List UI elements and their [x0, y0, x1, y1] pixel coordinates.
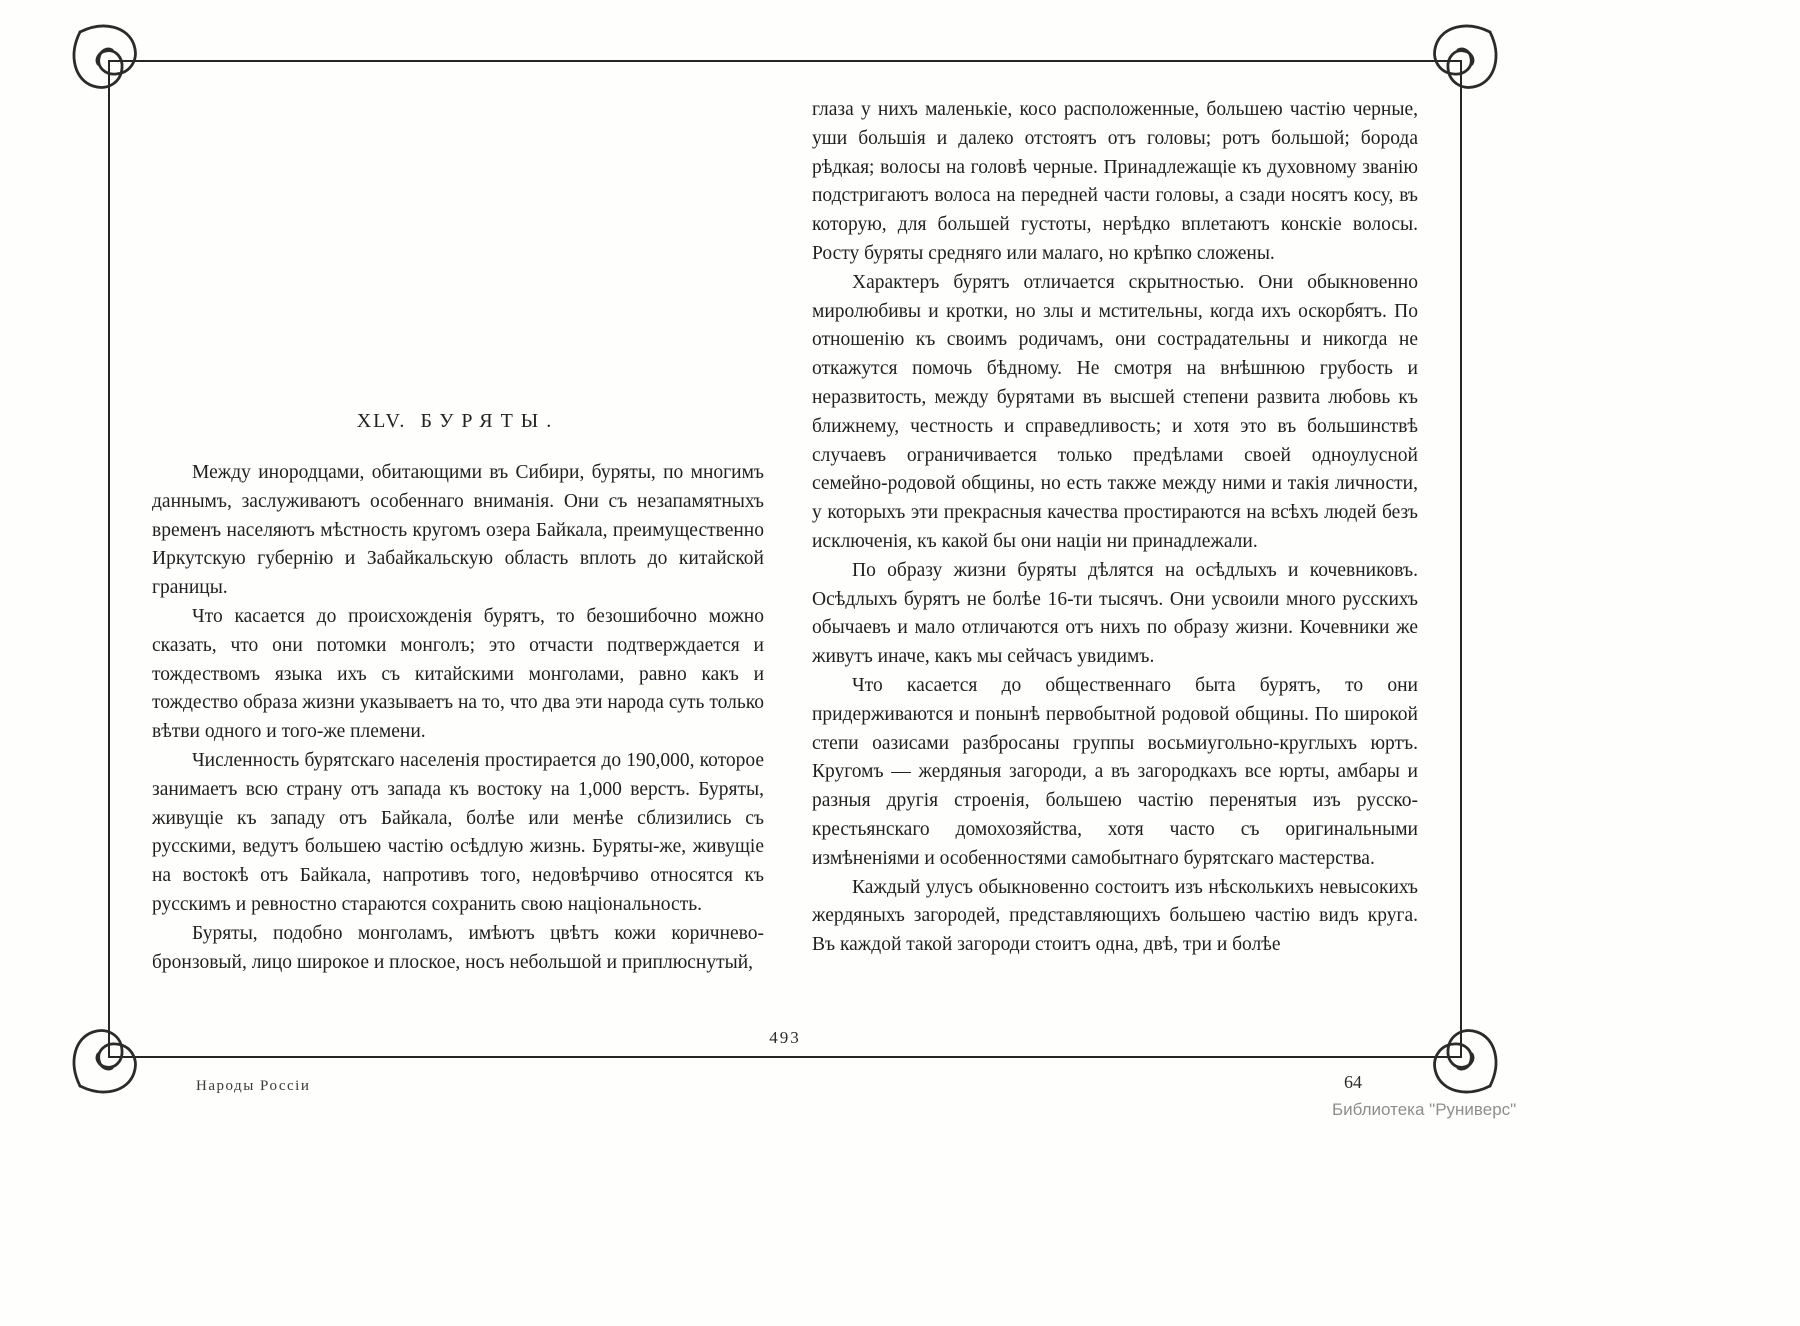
paragraph: Численность бурятскаго населенія простирается до 190,000, которое занимаетъ всю страну отъ запада къ востоку на 1,000 верстъ. Буряты, живущіе къ западу отъ Байкала, болѣе или менѣе сблизились съ русскими, ведутъ большею частію осѣдлую жизнь. Буряты-же, живущіе на востокѣ отъ Байкала, напротивъ того, недовѣрчиво относятся къ русскимъ и ревностно стараются сохранить свою національность.: [152, 749, 764, 915]
left-column: [152, 410, 764, 977]
paragraph: Буряты, подобно монголамъ, имѣютъ цвѣтъ кожи коричнево-бронзовый, лицо широкое и плоское, носъ небольшой и приплюснутый,: [152, 922, 764, 973]
paragraph: Между инородцами, обитающими въ Сибири, буряты, по многимъ даннымъ, заслуживаютъ особеннаго вниманія. Они съ незапамятныхъ временъ населяютъ мѣстность кругомъ озера Байкала, преимущественно Иркутскую губернію и Забайкальскую область вплоть до китайской границы.: [152, 462, 764, 599]
signature-number: 64: [1344, 1072, 1362, 1092]
page-number: 493: [769, 1028, 801, 1047]
chapter-number: XLV.: [356, 410, 407, 432]
paragraph: Что касается до общественнаго быта бурятъ, то они придерживаются и понынѣ первобытной родовой общины. По широкой степи оазисами разбросаны группы восьмиугольно-круглыхъ юртъ. Кругомъ — жердяныя загороди, а въ загородкахъ все юрты, амбары и разныя другія строенія, большею частію перенятыя изъ русско-крестьянскаго домохозяйства, хотя часто съ оригинальными измѣненіями и особенностями самобытнаго бурятскаго мастерства.: [812, 674, 1418, 869]
chapter-name: БУРЯТЫ.: [420, 410, 560, 432]
paragraph-continuation: глаза у нихъ маленькіе, косо расположенные, большею частію черные, уши большія и далеко отстоятъ отъ головы; ротъ большой; борода рѣдкая; волосы на головѣ черные. Принадлежащіе къ духовному званію подстригаютъ волоса на передней части головы, а сзади носятъ косу, въ которую, для большей густоты, нерѣдко вплетаютъ конскіе волосы. Росту буряты средняго или малаго, но крѣпко сложены.: [812, 99, 1418, 264]
paragraph: Каждый улусъ обыкновенно состоитъ изъ нѣсколькихъ невысокихъ жердяныхъ загородей, представляющихъ большею частію видъ круга. Въ каждой такой загороди стоитъ одна, двѣ, три и болѣе: [812, 876, 1418, 956]
corner-ornament-top-right: [1420, 18, 1504, 102]
paragraph: По образу жизни буряты дѣлятся на осѣдлыхъ и кочевниковъ. Осѣдлыхъ бурятъ не болѣе 16-ти тысячъ. Они усвоили много русскихъ обычаевъ и мало отличаются отъ нихъ по образу жизни. Кочевники же живутъ иначе, какъ мы сейчасъ увидимъ.: [812, 559, 1418, 668]
library-watermark: Библиотека "Руниверс": [1332, 1100, 1517, 1119]
right-column: [812, 96, 1418, 960]
series-title: Народы Россіи: [196, 1078, 311, 1094]
chapter-title: [152, 410, 764, 433]
paragraph: Характеръ бурятъ отличается скрытностью. Они обыкновенно миролюбивы и кротки, но злы и мстительны, когда ихъ оскорбятъ. По отношенію къ своимъ родичамъ, они сострадательны и никогда не откажутся помочь бѣдному. Не смотря на внѣшнюю грубость и неразвитость, между бурятами въ высшей степени развита любовь къ ближнему, честность и справедливость; и хотя это въ большинствѣ случаевъ ограничивается только предѣлами своей одноулусной семейно-родовой общины, но есть также между ними и такія личности, у которыхъ эти прекрасныя качества простираются на всѣхъ людей безъ исключенія, къ какой бы они націи ни принадлежали.: [812, 271, 1418, 552]
corner-ornament-top-left: [66, 18, 150, 102]
paragraph: Что касается до происхожденія бурятъ, то безошибочно можно сказать, что они потомки монголъ; это отчасти подтверждается и тождествомъ языка ихъ съ китайскими монголами, равно какъ и тождество образа жизни указываетъ на то, что два эти народа суть только вѣтви одного и того-же племени.: [152, 605, 764, 743]
